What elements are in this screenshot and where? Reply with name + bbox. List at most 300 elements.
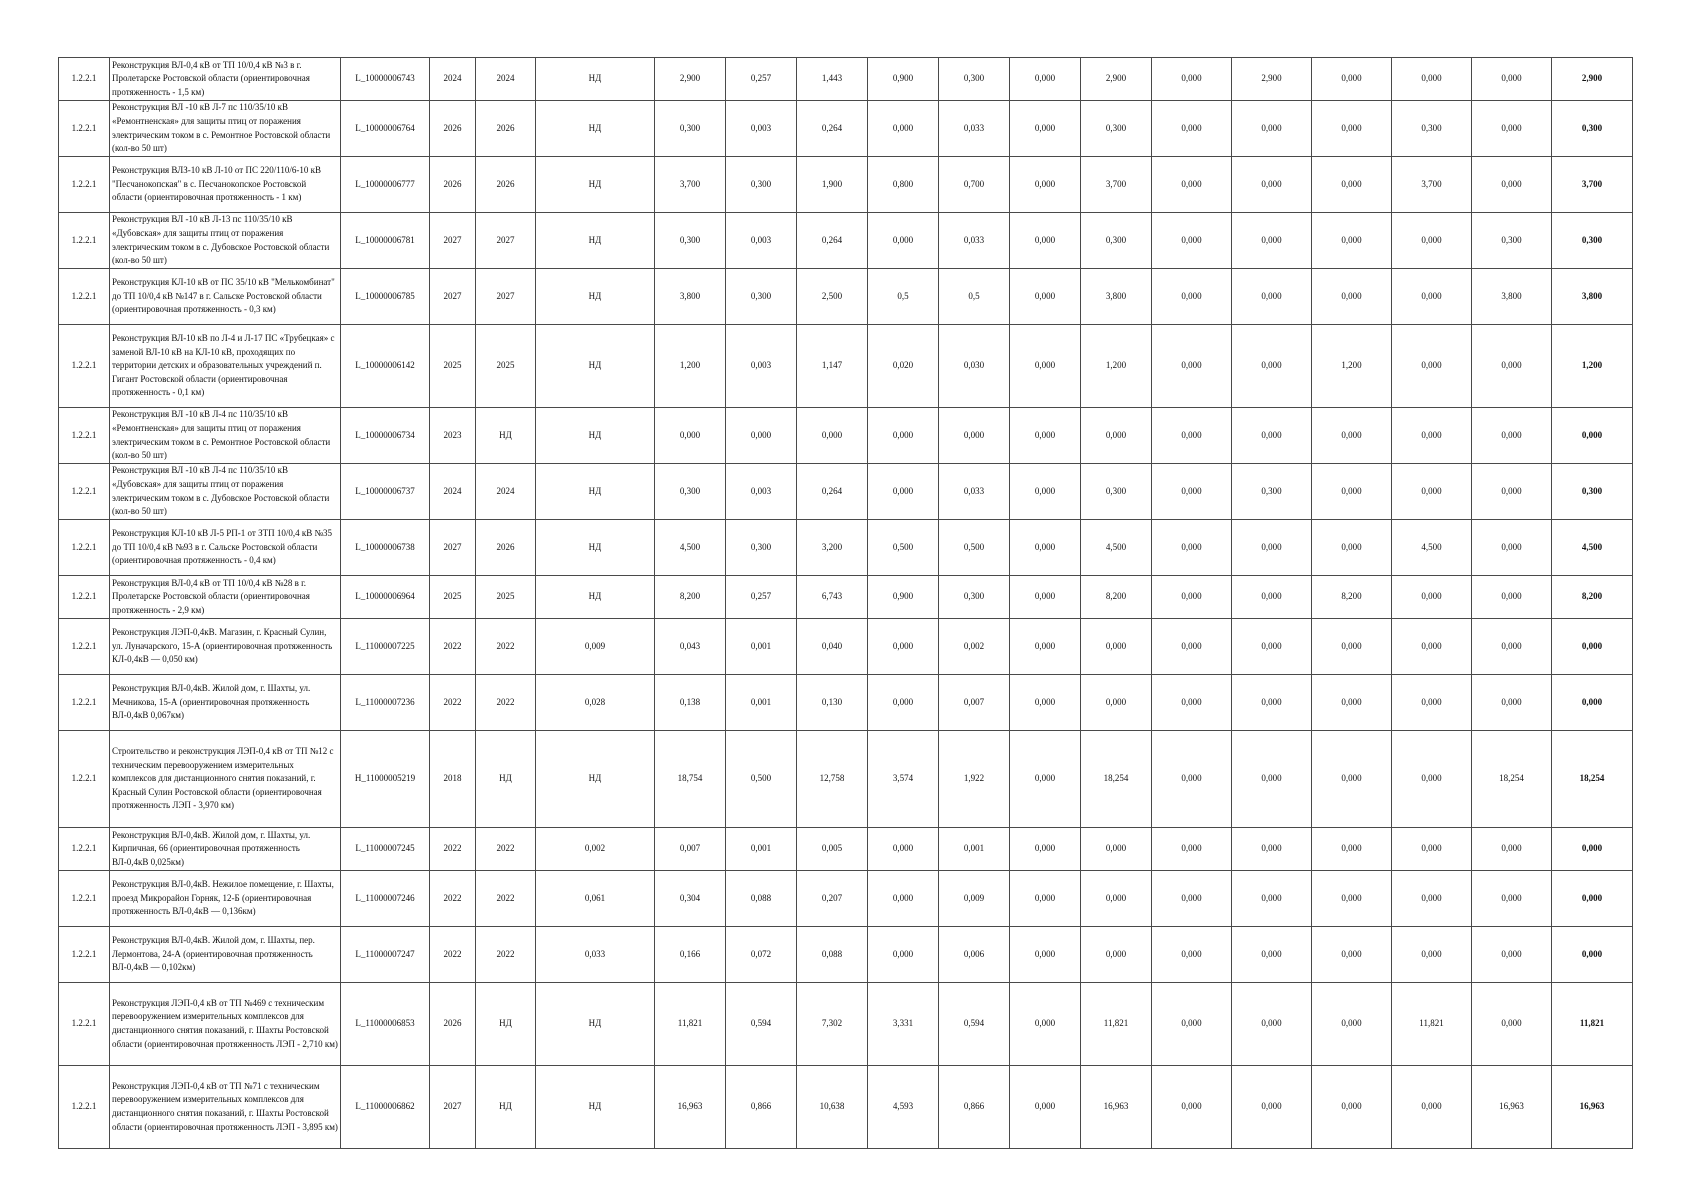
value-col-8: 0,300: [726, 520, 797, 576]
value-col-7: 0,000: [655, 408, 726, 464]
value-col-7: 3,700: [655, 157, 726, 213]
value-col-8: 0,088: [726, 871, 797, 927]
value-col-6: НД: [536, 576, 655, 619]
value-col-17: 0,000: [1392, 1066, 1472, 1149]
value-col-11: 0,300: [939, 58, 1010, 101]
value-col-10: 0,800: [868, 157, 939, 213]
value-col-11: 0,009: [939, 871, 1010, 927]
start-year: 2027: [430, 1066, 476, 1149]
value-col-6: НД: [536, 58, 655, 101]
value-col-9: 0,207: [797, 871, 868, 927]
item-number: 1.2.2.1: [59, 619, 110, 675]
project-code: L_10000006743: [341, 58, 430, 101]
value-col-15: 0,000: [1232, 871, 1312, 927]
table-row: [59, 1066, 1633, 1149]
start-year: 2027: [430, 213, 476, 269]
end-year: 2026: [476, 520, 536, 576]
value-col-17: 0,300: [1392, 101, 1472, 157]
value-col-12: 0,000: [1010, 58, 1081, 101]
value-col-14: 0,000: [1152, 408, 1232, 464]
table-row: [59, 731, 1633, 828]
value-col-6: НД: [536, 269, 655, 325]
object-name: Реконструкция ЛЭП-0,4 кВ от ТП №71 с техническим перевооружением измерительных комплексов для дистанционного снятия показаний, г. Шахты Ростовской области (ориентировочная протяженность ЛЭП - 3,895 км): [110, 1066, 341, 1149]
value-col-12: 0,000: [1010, 675, 1081, 731]
value-col-16: 0,000: [1312, 675, 1392, 731]
value-col-10: 0,000: [868, 408, 939, 464]
end-year: 2026: [476, 101, 536, 157]
value-col-17: 0,000: [1392, 828, 1472, 871]
total-value: 18,254: [1552, 731, 1633, 828]
project-code: L_11000007247: [341, 927, 430, 983]
start-year: 2022: [430, 675, 476, 731]
value-col-17: 11,821: [1392, 983, 1472, 1066]
value-col-10: 0,000: [868, 927, 939, 983]
project-code: L_10000006142: [341, 325, 430, 408]
value-col-13: 0,000: [1081, 927, 1152, 983]
project-code: L_11000007236: [341, 675, 430, 731]
value-col-15: 0,000: [1232, 619, 1312, 675]
value-col-18: 3,800: [1472, 269, 1552, 325]
item-number: 1.2.2.1: [59, 101, 110, 157]
value-col-18: 18,254: [1472, 731, 1552, 828]
value-col-15: 0,000: [1232, 213, 1312, 269]
value-col-17: 3,700: [1392, 157, 1472, 213]
object-name: Реконструкция ЛЭП-0,4 кВ от ТП №469 с техническим перевооружением измерительных комплексов для дистанционного снятия показаний, г. Шахты Ростовской области (ориентировочная протяженность ЛЭП - 2,710 км): [110, 983, 341, 1066]
value-col-10: 0,000: [868, 619, 939, 675]
value-col-8: 0,257: [726, 58, 797, 101]
value-col-9: 6,743: [797, 576, 868, 619]
value-col-16: 0,000: [1312, 520, 1392, 576]
object-name: Реконструкция КЛ-10 кВ от ПС 35/10 кВ "Мелькомбинат" до ТП 10/0,4 кВ №147 в г. Сальске Ростовской области (ориентировочная протяженность - 0,3 км): [110, 269, 341, 325]
value-col-15: 0,000: [1232, 408, 1312, 464]
end-year: НД: [476, 983, 536, 1066]
end-year: НД: [476, 731, 536, 828]
value-col-12: 0,000: [1010, 1066, 1081, 1149]
value-col-7: 0,043: [655, 619, 726, 675]
value-col-18: 0,000: [1472, 157, 1552, 213]
value-col-13: 16,963: [1081, 1066, 1152, 1149]
value-col-6: НД: [536, 101, 655, 157]
total-value: 0,000: [1552, 619, 1633, 675]
value-col-9: 12,758: [797, 731, 868, 828]
value-col-12: 0,000: [1010, 520, 1081, 576]
value-col-15: 0,300: [1232, 464, 1312, 520]
value-col-12: 0,000: [1010, 464, 1081, 520]
value-col-13: 0,300: [1081, 213, 1152, 269]
start-year: 2026: [430, 157, 476, 213]
value-col-12: 0,000: [1010, 983, 1081, 1066]
value-col-15: 0,000: [1232, 520, 1312, 576]
value-col-10: 0,000: [868, 871, 939, 927]
table-row: [59, 871, 1633, 927]
value-col-9: 0,264: [797, 464, 868, 520]
value-col-13: 11,821: [1081, 983, 1152, 1066]
value-col-7: 8,200: [655, 576, 726, 619]
value-col-18: 0,000: [1472, 520, 1552, 576]
value-col-14: 0,000: [1152, 269, 1232, 325]
value-col-13: 0,000: [1081, 619, 1152, 675]
value-col-11: 0,300: [939, 576, 1010, 619]
value-col-15: 2,900: [1232, 58, 1312, 101]
value-col-11: 0,002: [939, 619, 1010, 675]
value-col-16: 0,000: [1312, 157, 1392, 213]
value-col-6: НД: [536, 731, 655, 828]
value-col-16: 0,000: [1312, 269, 1392, 325]
value-col-14: 0,000: [1152, 464, 1232, 520]
project-code: L_10000006785: [341, 269, 430, 325]
value-col-8: 0,072: [726, 927, 797, 983]
value-col-16: 0,000: [1312, 983, 1392, 1066]
table-row: [59, 576, 1633, 619]
value-col-17: 0,000: [1392, 213, 1472, 269]
project-code: L_11000006853: [341, 983, 430, 1066]
start-year: 2026: [430, 101, 476, 157]
project-code: L_10000006738: [341, 520, 430, 576]
value-col-15: 0,000: [1232, 675, 1312, 731]
total-value: 0,300: [1552, 464, 1633, 520]
value-col-13: 1,200: [1081, 325, 1152, 408]
table-row: [59, 983, 1633, 1066]
value-col-18: 0,000: [1472, 325, 1552, 408]
value-col-9: 1,900: [797, 157, 868, 213]
value-col-9: 0,000: [797, 408, 868, 464]
value-col-14: 0,000: [1152, 520, 1232, 576]
value-col-10: 0,020: [868, 325, 939, 408]
value-col-11: 0,866: [939, 1066, 1010, 1149]
total-value: 0,000: [1552, 828, 1633, 871]
value-col-14: 0,000: [1152, 983, 1232, 1066]
value-col-15: 0,000: [1232, 325, 1312, 408]
value-col-9: 0,040: [797, 619, 868, 675]
item-number: 1.2.2.1: [59, 983, 110, 1066]
value-col-7: 11,821: [655, 983, 726, 1066]
total-value: 11,821: [1552, 983, 1633, 1066]
value-col-10: 0,5: [868, 269, 939, 325]
value-col-9: 1,443: [797, 58, 868, 101]
value-col-17: 0,000: [1392, 408, 1472, 464]
value-col-11: 0,700: [939, 157, 1010, 213]
table-row: [59, 927, 1633, 983]
value-col-6: НД: [536, 408, 655, 464]
project-code: L_10000006777: [341, 157, 430, 213]
item-number: 1.2.2.1: [59, 269, 110, 325]
value-col-18: 0,000: [1472, 675, 1552, 731]
value-col-10: 4,593: [868, 1066, 939, 1149]
value-col-11: 0,594: [939, 983, 1010, 1066]
value-col-10: 0,900: [868, 576, 939, 619]
value-col-9: 1,147: [797, 325, 868, 408]
value-col-7: 0,304: [655, 871, 726, 927]
value-col-8: 0,500: [726, 731, 797, 828]
start-year: 2022: [430, 871, 476, 927]
value-col-8: 0,003: [726, 464, 797, 520]
value-col-18: 0,000: [1472, 828, 1552, 871]
value-col-7: 0,300: [655, 101, 726, 157]
end-year: 2027: [476, 269, 536, 325]
project-code: H_11000005219: [341, 731, 430, 828]
value-col-13: 3,700: [1081, 157, 1152, 213]
value-col-12: 0,000: [1010, 101, 1081, 157]
end-year: 2024: [476, 464, 536, 520]
value-col-16: 0,000: [1312, 828, 1392, 871]
item-number: 1.2.2.1: [59, 408, 110, 464]
value-col-6: НД: [536, 464, 655, 520]
value-col-18: 0,000: [1472, 927, 1552, 983]
item-number: 1.2.2.1: [59, 1066, 110, 1149]
value-col-12: 0,000: [1010, 927, 1081, 983]
value-col-12: 0,000: [1010, 828, 1081, 871]
value-col-13: 4,500: [1081, 520, 1152, 576]
value-col-7: 2,900: [655, 58, 726, 101]
value-col-8: 0,594: [726, 983, 797, 1066]
value-col-18: 0,000: [1472, 58, 1552, 101]
value-col-7: 0,300: [655, 213, 726, 269]
project-code: L_11000007225: [341, 619, 430, 675]
value-col-14: 0,000: [1152, 576, 1232, 619]
value-col-11: 0,000: [939, 408, 1010, 464]
item-number: 1.2.2.1: [59, 520, 110, 576]
table-row: [59, 101, 1633, 157]
total-value: 4,500: [1552, 520, 1633, 576]
total-value: 3,700: [1552, 157, 1633, 213]
end-year: 2022: [476, 927, 536, 983]
value-col-12: 0,000: [1010, 269, 1081, 325]
value-col-14: 0,000: [1152, 871, 1232, 927]
total-value: 0,000: [1552, 871, 1633, 927]
value-col-6: НД: [536, 213, 655, 269]
start-year: 2018: [430, 731, 476, 828]
value-col-6: НД: [536, 983, 655, 1066]
value-col-14: 0,000: [1152, 58, 1232, 101]
project-code: L_11000007245: [341, 828, 430, 871]
value-col-18: 0,000: [1472, 408, 1552, 464]
end-year: 2024: [476, 58, 536, 101]
item-number: 1.2.2.1: [59, 213, 110, 269]
value-col-11: 0,007: [939, 675, 1010, 731]
value-col-13: 0,000: [1081, 408, 1152, 464]
table-row: [59, 619, 1633, 675]
end-year: 2026: [476, 157, 536, 213]
value-col-8: 0,003: [726, 101, 797, 157]
value-col-10: 0,000: [868, 213, 939, 269]
value-col-6: 0,033: [536, 927, 655, 983]
value-col-12: 0,000: [1010, 731, 1081, 828]
end-year: 2022: [476, 619, 536, 675]
value-col-13: 2,900: [1081, 58, 1152, 101]
value-col-10: 0,000: [868, 464, 939, 520]
value-col-16: 0,000: [1312, 408, 1392, 464]
total-value: 2,900: [1552, 58, 1633, 101]
object-name: Реконструкция ВЛ-0,4кВ. Жилой дом, г. Шахты, ул. Кирпичная, 66 (ориентировочная протяженность ВЛ-0,4кВ 0,025км): [110, 828, 341, 871]
total-value: 0,000: [1552, 408, 1633, 464]
value-col-8: 0,001: [726, 828, 797, 871]
value-col-7: 16,963: [655, 1066, 726, 1149]
value-col-7: 18,754: [655, 731, 726, 828]
value-col-6: НД: [536, 520, 655, 576]
value-col-8: 0,000: [726, 408, 797, 464]
value-col-11: 0,006: [939, 927, 1010, 983]
value-col-10: 3,574: [868, 731, 939, 828]
value-col-15: 0,000: [1232, 927, 1312, 983]
value-col-17: 0,000: [1392, 675, 1472, 731]
value-col-7: 0,166: [655, 927, 726, 983]
value-col-9: 0,130: [797, 675, 868, 731]
start-year: 2026: [430, 983, 476, 1066]
start-year: 2024: [430, 464, 476, 520]
object-name: Реконструкция ВЛ -10 кВ Л-13 пс 110/35/10 кВ «Дубовская» для защиты птиц от поражения электрическим током в с. Дубовское Ростовской области (кол-во 50 шт): [110, 213, 341, 269]
value-col-16: 0,000: [1312, 1066, 1392, 1149]
object-name: Реконструкция ВЛ -10 кВ Л-7 пс 110/35/10 кВ «Ремонтненская» для защиты птиц от поражения электрическим током в с. Ремонтное Ростовской области (кол-во 50 шт): [110, 101, 341, 157]
item-number: 1.2.2.1: [59, 325, 110, 408]
object-name: Реконструкция ВЛ-0,4кВ. Жилой дом, г. Шахты, пер. Лермонтова, 24-А (ориентировочная протяженность ВЛ-0,4кВ — 0,102км): [110, 927, 341, 983]
object-name: Строительство и реконструкция ЛЭП-0,4 кВ от ТП №12 с техническим перевооружением измерительных комплексов для дистанционного снятия показаний, г. Красный Сулин Ростовской области (ориентировочная протяженность ЛЭП - 3,970 км): [110, 731, 341, 828]
value-col-13: 0,300: [1081, 464, 1152, 520]
value-col-6: НД: [536, 157, 655, 213]
value-col-18: 0,000: [1472, 871, 1552, 927]
value-col-14: 0,000: [1152, 828, 1232, 871]
project-code: L_10000006964: [341, 576, 430, 619]
end-year: 2025: [476, 325, 536, 408]
table-row: [59, 58, 1633, 101]
value-col-15: 0,000: [1232, 983, 1312, 1066]
total-value: 16,963: [1552, 1066, 1633, 1149]
value-col-8: 0,001: [726, 619, 797, 675]
item-number: 1.2.2.1: [59, 675, 110, 731]
value-col-14: 0,000: [1152, 675, 1232, 731]
value-col-14: 0,000: [1152, 619, 1232, 675]
end-year: 2027: [476, 213, 536, 269]
value-col-11: 1,922: [939, 731, 1010, 828]
value-col-15: 0,000: [1232, 269, 1312, 325]
object-name: Реконструкция ВЛ-0,4 кВ от ТП 10/0,4 кВ №28 в г. Пролетарске Ростовской области (ориентировочная протяженность - 2,9 км): [110, 576, 341, 619]
value-col-12: 0,000: [1010, 325, 1081, 408]
table-row: [59, 325, 1633, 408]
value-col-12: 0,000: [1010, 157, 1081, 213]
value-col-14: 0,000: [1152, 101, 1232, 157]
project-code: L_10000006781: [341, 213, 430, 269]
table-row: [59, 675, 1633, 731]
start-year: 2024: [430, 58, 476, 101]
value-col-13: 0,000: [1081, 871, 1152, 927]
value-col-13: 3,800: [1081, 269, 1152, 325]
value-col-9: 0,005: [797, 828, 868, 871]
item-number: 1.2.2.1: [59, 576, 110, 619]
total-value: 0,000: [1552, 927, 1633, 983]
value-col-17: 0,000: [1392, 576, 1472, 619]
value-col-15: 0,000: [1232, 576, 1312, 619]
value-col-7: 1,200: [655, 325, 726, 408]
value-col-9: 0,088: [797, 927, 868, 983]
value-col-17: 0,000: [1392, 269, 1472, 325]
item-number: 1.2.2.1: [59, 157, 110, 213]
value-col-9: 7,302: [797, 983, 868, 1066]
value-col-16: 8,200: [1312, 576, 1392, 619]
value-col-6: 0,061: [536, 871, 655, 927]
object-name: Реконструкция ВЛ-0,4кВ. Нежилое помещение, г. Шахты, проезд Микрорайон Горняк, 12-Б (ориентировочная протяженность ВЛ-0,4кВ — 0,136км): [110, 871, 341, 927]
value-col-13: 0,300: [1081, 101, 1152, 157]
total-value: 3,800: [1552, 269, 1633, 325]
value-col-16: 0,000: [1312, 213, 1392, 269]
value-col-18: 0,000: [1472, 464, 1552, 520]
value-col-16: 0,000: [1312, 731, 1392, 828]
value-col-7: 0,138: [655, 675, 726, 731]
value-col-11: 0,500: [939, 520, 1010, 576]
object-name: Реконструкция ВЛ-0,4 кВ от ТП 10/0,4 кВ №3 в г. Пролетарске Ростовской области (ориентировочная протяженность - 1,5 км): [110, 58, 341, 101]
value-col-14: 0,000: [1152, 1066, 1232, 1149]
table-row: [59, 269, 1633, 325]
value-col-6: НД: [536, 325, 655, 408]
start-year: 2027: [430, 520, 476, 576]
end-year: 2022: [476, 675, 536, 731]
value-col-9: 3,200: [797, 520, 868, 576]
value-col-9: 0,264: [797, 213, 868, 269]
value-col-15: 0,000: [1232, 157, 1312, 213]
table-row: [59, 828, 1633, 871]
project-code: L_11000007246: [341, 871, 430, 927]
table-row: [59, 157, 1633, 213]
object-name: Реконструкция ВЛ -10 кВ Л-4 пс 110/35/10 кВ «Дубовская» для защиты птиц от поражения электрическим током в с. Дубовское Ростовской области (кол-во 50 шт): [110, 464, 341, 520]
object-name: Реконструкция ВЛ-10 кВ по Л-4 и Л-17 ПС «Трубецкая» с заменой ВЛ-10 кВ на КЛ-10 кВ, проходящих по территории детских и образовательных учреждений п. Гигант Ростовской области (ориентировочная протяженность - 0,1 км): [110, 325, 341, 408]
value-col-7: 4,500: [655, 520, 726, 576]
value-col-6: НД: [536, 1066, 655, 1149]
value-col-12: 0,000: [1010, 408, 1081, 464]
value-col-15: 0,000: [1232, 828, 1312, 871]
project-code: L_11000006862: [341, 1066, 430, 1149]
value-col-16: 0,000: [1312, 101, 1392, 157]
value-col-13: 8,200: [1081, 576, 1152, 619]
start-year: 2023: [430, 408, 476, 464]
start-year: 2022: [430, 927, 476, 983]
value-col-10: 0,900: [868, 58, 939, 101]
value-col-18: 0,300: [1472, 213, 1552, 269]
value-col-11: 0,001: [939, 828, 1010, 871]
item-number: 1.2.2.1: [59, 927, 110, 983]
value-col-10: 3,331: [868, 983, 939, 1066]
value-col-16: 0,000: [1312, 619, 1392, 675]
start-year: 2022: [430, 619, 476, 675]
value-col-6: 0,002: [536, 828, 655, 871]
value-col-11: 0,030: [939, 325, 1010, 408]
table-row: [59, 520, 1633, 576]
end-year: НД: [476, 408, 536, 464]
value-col-8: 0,001: [726, 675, 797, 731]
value-col-15: 0,000: [1232, 1066, 1312, 1149]
value-col-17: 0,000: [1392, 619, 1472, 675]
item-number: 1.2.2.1: [59, 464, 110, 520]
value-col-7: 0,300: [655, 464, 726, 520]
value-col-12: 0,000: [1010, 871, 1081, 927]
value-col-12: 0,000: [1010, 619, 1081, 675]
value-col-8: 0,300: [726, 157, 797, 213]
value-col-15: 0,000: [1232, 101, 1312, 157]
value-col-12: 0,000: [1010, 213, 1081, 269]
end-year: 2022: [476, 871, 536, 927]
table-row: [59, 213, 1633, 269]
end-year: 2025: [476, 576, 536, 619]
value-col-7: 3,800: [655, 269, 726, 325]
value-col-11: 0,5: [939, 269, 1010, 325]
value-col-6: 0,028: [536, 675, 655, 731]
value-col-8: 0,003: [726, 213, 797, 269]
total-value: 0,000: [1552, 675, 1633, 731]
project-code: L_10000006734: [341, 408, 430, 464]
table-row: [59, 464, 1633, 520]
object-name: Реконструкция ВЛ -10 кВ Л-4 пс 110/35/10 кВ «Ремонтненская» для защиты птиц от поражения электрическим током в с. Ремонтное Ростовской области (кол-во 50 шт): [110, 408, 341, 464]
object-name: Реконструкция ВЛЗ-10 кВ Л-10 от ПС 220/110/6-10 кВ "Песчанокопская" в с. Песчанокопское Ростовской области (ориентировочная протяженность - 1 км): [110, 157, 341, 213]
value-col-17: 0,000: [1392, 871, 1472, 927]
project-code: L_10000006737: [341, 464, 430, 520]
item-number: 1.2.2.1: [59, 871, 110, 927]
